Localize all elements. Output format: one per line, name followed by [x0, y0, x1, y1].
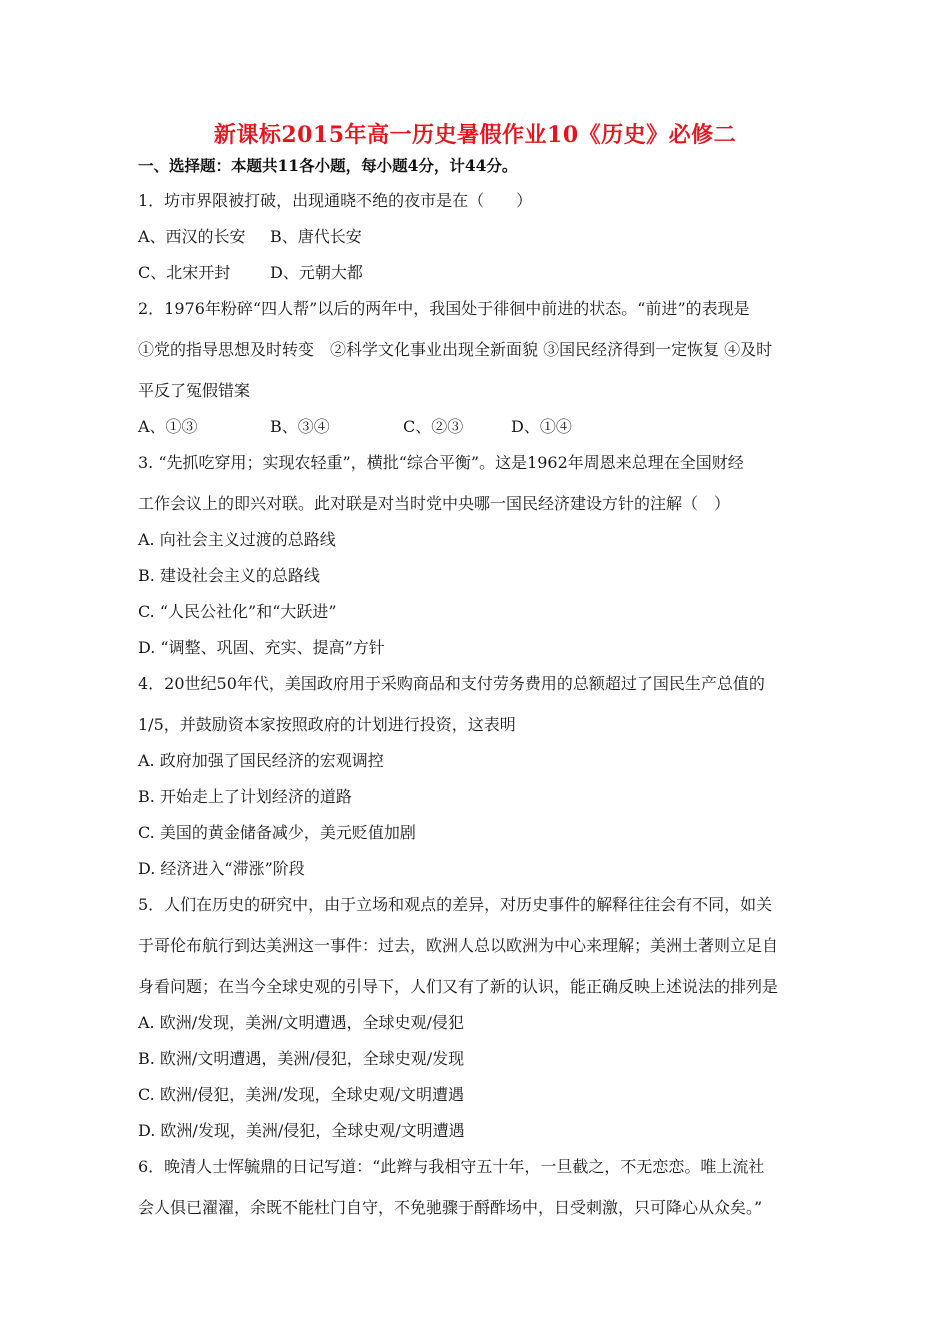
question-3-option-b: B. 建设社会主义的总路线 — [138, 566, 320, 585]
question-1-option-a: A、西汉的长安 — [138, 227, 246, 246]
question-5-option-c: C. 欧洲/侵犯，美洲/发现，全球史观/文明遭遇 — [138, 1085, 465, 1104]
question-5-stem-line-2: 于哥伦布航行到达美洲这一事件：过去，欧洲人总以欧洲为中心来理解；美洲土著则立足自 — [138, 936, 779, 955]
question-2-option-b: B、③④ — [270, 417, 330, 436]
question-4-option-a: A. 政府加强了国民经济的宏观调控 — [138, 751, 384, 770]
question-4-stem-line-1: 4．20世纪50年代，美国政府用于采购商品和支付劳务费用的总额超过了国民生产总值的 — [138, 674, 765, 693]
document-title: 新课标2015年高一历史暑假作业10《历史》必修二 — [213, 122, 737, 148]
question-3-option-d: D. “调整、巩固、充实、提高”方针 — [138, 638, 385, 657]
question-3-option-c: C. “人民公社化”和“大跃进” — [138, 602, 337, 621]
question-5-option-d: D. 欧洲/发现，美洲/侵犯，全球史观/文明遭遇 — [138, 1121, 465, 1140]
question-4-option-c: C. 美国的黄金储备减少，美元贬值加剧 — [138, 823, 416, 842]
question-1-option-d: D、元朝大都 — [270, 263, 363, 282]
question-5-option-a: A. 欧洲/发现，美洲/文明遭遇，全球史观/侵犯 — [138, 1013, 464, 1032]
question-5-stem-line-3: 身看问题；在当今全球史观的引导下，人们又有了新的认识，能正确反映上述说法的排列是 — [138, 977, 779, 996]
question-3-option-a: A. 向社会主义过渡的总路线 — [138, 530, 336, 549]
question-2-option-c: C、②③ — [403, 417, 464, 436]
question-6-stem-line-1: 6．晚清人士恽毓鼎的日记写道：“此辫与我相守五十年，一旦截之，不无恋恋。唯上流社 — [138, 1157, 765, 1176]
question-1-stem: 1．坊市界限被打破，出现通晓不绝的夜市是在（ ） — [138, 191, 533, 210]
question-2-stem-line-1: 2．1976年粉碎“四人帮”以后的两年中，我国处于徘徊中前进的状态。“前进”的表现是 — [138, 299, 750, 318]
question-4-stem-line-2: 1/5，并鼓励资本家按照政府的计划进行投资，这表明 — [138, 715, 516, 734]
question-6-stem-line-2: 会人俱已濯濯，余既不能杜门自守，不免驰骤于酹酢场中，日受刺激，只可降心从众矣。” — [138, 1198, 763, 1217]
question-1-option-c: C、北宋开封 — [138, 263, 231, 282]
question-3-stem-line-2: 工作会议上的即兴对联。此对联是对当时党中央哪一国民经济建设方针的注解（ ） — [138, 494, 731, 513]
question-3-stem-line-1: 3. “先抓吃穿用；实现农轻重”，横批“综合平衡”。这是1962年周恩来总理在全国财经 — [138, 453, 744, 472]
question-2-option-d: D、①④ — [511, 417, 572, 436]
question-5-stem-line-1: 5．人们在历史的研究中，由于立场和观点的差异，对历史事件的解释往往会有不同，如关 — [138, 895, 773, 914]
question-4-option-b: B. 开始走上了计划经济的道路 — [138, 787, 352, 806]
question-2-option-a: A、①③ — [138, 417, 198, 436]
section-heading: 一、选择题：本题共11各小题，每小题4分，计44分。 — [138, 156, 518, 175]
question-2-stem-line-3: 平反了冤假错案 — [138, 381, 251, 400]
question-1-option-b: B、唐代长安 — [270, 227, 362, 246]
question-2-stem-line-2: ①党的指导思想及时转变 ②科学文化事业出现全新面貌 ③国民经济得到一定恢复 ④及时 — [138, 340, 773, 359]
question-4-option-d: D. 经济进入“滞涨”阶段 — [138, 859, 305, 878]
question-5-option-b: B. 欧洲/文明遭遇，美洲/侵犯，全球史观/发现 — [138, 1049, 465, 1068]
